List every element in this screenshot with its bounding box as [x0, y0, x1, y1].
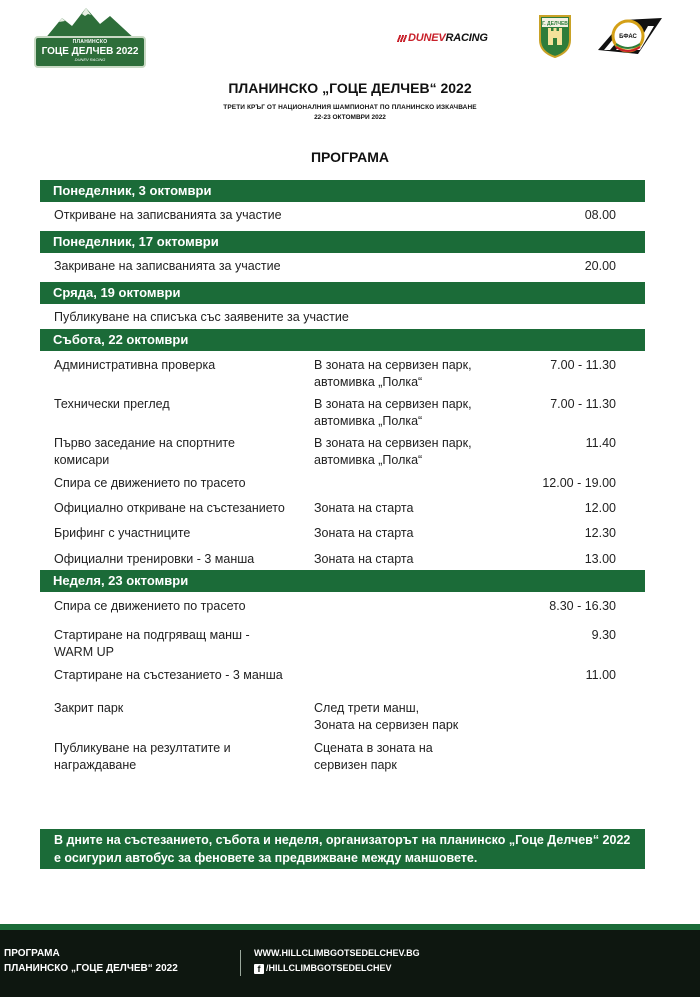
schedule-row [40, 390, 645, 429]
schedule-row [40, 734, 645, 774]
schedule-row [40, 304, 645, 329]
schedule-row [40, 253, 645, 282]
event-name: Публикуване на резултатите и награждаване [54, 741, 231, 772]
bfas-text: БФАС [619, 34, 637, 40]
footer-divider [240, 950, 241, 976]
logo-small-text: ПЛАНИНСКО [72, 39, 108, 45]
event-logo [34, 6, 146, 68]
event-name: Откриване на записванията за участие [54, 208, 282, 222]
schedule-row [40, 429, 645, 469]
event-name: Официално откриване на състезанието [54, 501, 285, 515]
town-crest-icon [538, 14, 572, 58]
page-header [0, 0, 700, 80]
event-name: Технически преглед [54, 397, 170, 411]
day-header: Събота, 22 октомври [40, 329, 645, 351]
sponsor-part-b: RACING [445, 32, 488, 44]
program-heading: ПРОГРАМА [310, 149, 390, 165]
schedule-row [40, 592, 645, 621]
event-time: 7.00 - 11.30 [550, 358, 616, 372]
event-name: Административна проверка [54, 358, 216, 372]
program-schedule [40, 180, 645, 774]
event-time: 11.00 [585, 668, 616, 682]
stripes-icon [397, 35, 408, 42]
schedule-row [40, 694, 645, 734]
event-time: 12.30 [584, 526, 616, 540]
event-time: 12.00 [584, 501, 616, 515]
mountain-icon [44, 6, 136, 40]
facebook-handle: /HILLCLIMBGOTSEDELCHEV [266, 963, 392, 973]
event-dates: 22-23 ОКТОМВРИ 2022 [314, 114, 386, 121]
schedule-row [40, 494, 645, 519]
footer-event: ПЛАНИНСКО „ГОЦЕ ДЕЛЧЕВ“ 2022 [4, 963, 178, 974]
bfas-logo [594, 14, 664, 60]
event-time: 9.30 [591, 628, 616, 642]
event-name: Публикуване на списъка със заявените за участие [54, 310, 349, 324]
event-name: Спира се движението по трасето [54, 599, 246, 613]
day-header: Неделя, 23 октомври [40, 570, 645, 592]
event-time: 13.00 [584, 552, 616, 566]
schedule-row [40, 202, 645, 231]
event-name: Закриване на записванията за участие [54, 259, 281, 273]
event-location: Зоната на старта [314, 501, 414, 515]
page-subtitle: ТРЕТИ КРЪГ ОТ НАЦИОНАЛНИЯ ШАМПИОНАТ ПО ПЛАНИНСКО ИЗКАЧВАНЕ [223, 104, 477, 111]
event-location: В зоната на сервизен парк, автомивка „Полка“ [314, 358, 472, 389]
logo-sponsor-text: DUNEV RACING [74, 57, 106, 62]
schedule-row [40, 661, 645, 694]
event-location: В зоната на сервизен парк, автомивка „Полка“ [314, 436, 472, 467]
event-time: 12.00 - 19.00 [542, 476, 616, 490]
event-name: Стартиране на подгряващ манш - WARM UP [54, 628, 250, 659]
event-name: Официални тренировки - 3 манша [54, 552, 255, 566]
logo-title: ГОЦЕ ДЕЛЧЕВ 2022 [41, 46, 139, 57]
event-location: Зоната на старта [314, 552, 414, 566]
schedule-row [40, 545, 645, 570]
dunev-racing-logo [398, 32, 488, 44]
event-name: Стартиране на състезанието - 3 манша [54, 668, 283, 682]
schedule-row [40, 351, 645, 390]
bus-note: В дните на състезанието, събота и неделя, организаторът на планинско „Гоце Делчев“ 2022 е осигурил автобус за феновете за предвижване между маншовете. [40, 829, 645, 869]
event-time: 20.00 [584, 259, 616, 273]
event-location: Сцената в зоната на сервизен парк [314, 741, 433, 772]
schedule-row [40, 469, 645, 494]
event-name: Първо заседание на спортните комисари [54, 436, 235, 467]
event-name: Брифинг с участниците [54, 526, 191, 540]
footer-website[interactable]: WWW.HILLCLIMBGOTSEDELCHEV.BG [254, 948, 420, 958]
day-header: Понеделник, 17 октомври [40, 231, 645, 253]
event-location: Зоната на старта [314, 526, 414, 540]
event-name: Спира се движението по трасето [54, 476, 246, 490]
schedule-row [40, 621, 645, 661]
day-header: Сряда, 19 октомври [40, 282, 645, 304]
event-time: 08.00 [584, 208, 616, 222]
page-footer [0, 930, 700, 997]
facebook-icon: f [254, 964, 264, 974]
event-time: 11.40 [585, 436, 616, 450]
crest-text: Г. ДЕЛЧЕВ [542, 21, 568, 27]
footer-program: ПРОГРАМА [4, 948, 60, 959]
schedule-row [40, 519, 645, 545]
footer-facebook[interactable] [254, 963, 392, 974]
page-title: ПЛАНИНСКО „ГОЦЕ ДЕЛЧЕВ“ 2022 [228, 80, 472, 96]
event-time: 7.00 - 11.30 [550, 397, 616, 411]
event-location: В зоната на сервизен парк, автомивка „Полка“ [314, 397, 472, 428]
event-location: След трети манш, Зоната на сервизен парк [314, 701, 459, 732]
day-header: Понеделник, 3 октомври [40, 180, 645, 202]
sponsor-part-a: DUNEV [408, 32, 446, 44]
event-time: 8.30 - 16.30 [549, 599, 616, 613]
event-name: Закрит парк [54, 701, 124, 715]
